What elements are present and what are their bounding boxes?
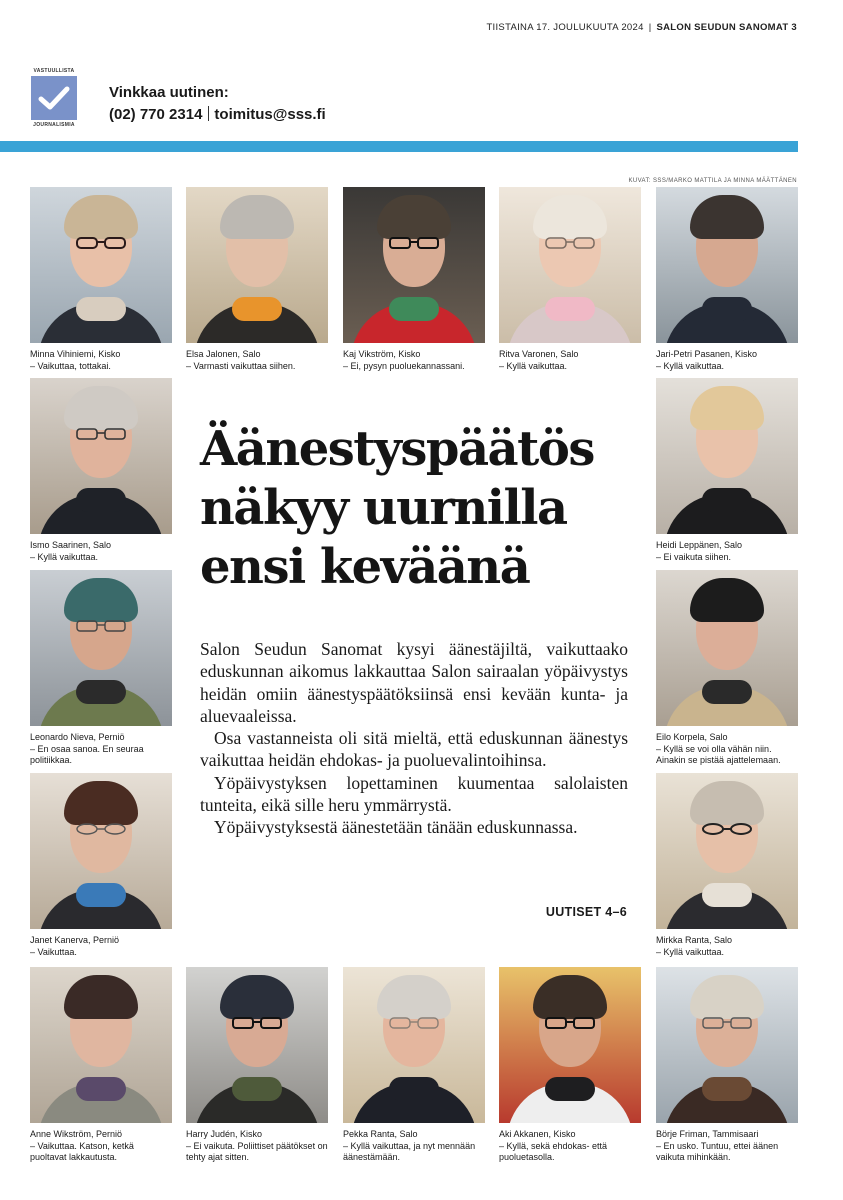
vox-pop-leonardo-nieva <box>30 570 172 767</box>
vox-pop-elsa-jalonen <box>186 187 328 372</box>
vox-pop-eilo-korpela <box>656 570 798 767</box>
see-more-reference: UUTISET 4–6 <box>545 905 627 919</box>
person-quote: – Kyllä, sekä ehdokas- että puoluetasolla. <box>499 1140 608 1162</box>
person-name: Aki Akkanen, Kisko <box>499 1129 576 1139</box>
portrait-photo <box>656 187 798 343</box>
person-name: Anne Wikström, Perniö <box>30 1129 123 1139</box>
person-name: Kaj Vikström, Kisko <box>343 349 421 359</box>
vox-pop-mirkka-ranta <box>656 773 798 958</box>
news-tip-title: Vinkkaa uutinen: <box>109 84 229 101</box>
portrait-photo <box>499 187 641 343</box>
dateline-separator: | <box>648 22 652 33</box>
portrait-photo <box>30 187 172 343</box>
person-quote: – Vaikuttaa. Katson, ketkä puoltavat lakkautusta. <box>30 1140 134 1162</box>
person-name: Eilo Korpela, Salo <box>656 732 728 742</box>
badge-bottom-text: JOURNALISMIA <box>33 122 75 128</box>
person-quote: – En usko. Tuntuu, ettei äänen vaikuta mihinkään. <box>656 1140 779 1162</box>
article-paragraph: Salon Seudun Sanomat kysyi äänestäjiltä, vaikuttaako eduskunnan aikomus lakkauttaa Salon sairaalan yöpäivystys heidän omiin äänestyspäätöksiinsä ensi kevään kunta- ja aluevaaleissa. <box>200 639 628 726</box>
person-quote: – Kyllä se voi olla vähän niin. Ainakin se pistää ajattelemaan. <box>656 743 781 765</box>
vox-pop-pekka-ranta <box>343 967 485 1164</box>
header-rule <box>0 141 798 152</box>
person-quote: – Kyllä vaikuttaa, ja nyt mennään äänestämään. <box>343 1140 476 1162</box>
portrait-photo <box>656 378 798 534</box>
person-quote: – Kyllä vaikuttaa. <box>656 946 725 957</box>
article-headline: Äänestyspäätös näkyy uurnilla ensi keväänä <box>200 421 594 595</box>
vox-pop-borje-friman <box>656 967 798 1164</box>
person-quote: – Vaikuttaa, tottakai. <box>30 360 111 371</box>
person-quote: – En osaa sanoa. En seuraa politiikkaa. <box>30 743 144 765</box>
vox-pop-anne-wikstrom <box>30 967 172 1164</box>
dateline <box>486 22 797 33</box>
page-number: 3 <box>791 22 797 33</box>
person-quote: – Ei, pysyn puoluekannassani. <box>343 360 465 371</box>
portrait-photo <box>30 378 172 534</box>
portrait-photo <box>343 967 485 1123</box>
person-name: Ismo Saarinen, Salo <box>30 540 112 550</box>
tip-email[interactable]: toimitus@sss.fi <box>214 106 326 123</box>
article-paragraph: Yöpäivystyksen lopettaminen kuumentaa salolaisten tunteita, eikä sille heru ymmärrystä. <box>200 772 628 816</box>
person-quote: – Vaikuttaa. <box>30 946 77 957</box>
vox-pop-harry-juden <box>186 967 328 1164</box>
person-quote: – Ei vaikuta siihen. <box>656 551 732 562</box>
vox-pop-heidi-leppanen <box>656 378 798 563</box>
person-name: Jari-Petri Pasanen, Kisko <box>656 349 758 359</box>
news-tip-contact <box>109 106 326 123</box>
portrait-photo <box>30 773 172 929</box>
portrait-photo <box>186 187 328 343</box>
portrait-photo <box>656 967 798 1123</box>
person-quote: – Varmasti vaikuttaa siihen. <box>186 360 296 371</box>
person-quote: – Ei vaikuta. Poliittiset päätökset on tehty ajat sitten. <box>186 1140 328 1162</box>
person-name: Heidi Leppänen, Salo <box>656 540 743 550</box>
portrait-photo <box>656 570 798 726</box>
responsible-journalism-badge <box>30 68 78 132</box>
person-quote: – Kyllä vaikuttaa. <box>499 360 568 371</box>
article-paragraph: Yöpäivystyksestä äänestetään tänään eduskunnassa. <box>214 817 578 838</box>
portrait-photo <box>30 967 172 1123</box>
portrait-photo <box>30 570 172 726</box>
person-name: Elsa Jalonen, Salo <box>186 349 261 359</box>
person-name: Mirkka Ranta, Salo <box>656 935 733 945</box>
person-name: Pekka Ranta, Salo <box>343 1129 418 1139</box>
vox-pop-jari-petri-pasanen <box>656 187 798 372</box>
vox-pop-janet-kanerva <box>30 773 172 958</box>
checkmark-icon <box>31 76 77 120</box>
portrait-photo <box>186 967 328 1123</box>
person-quote: – Kyllä vaikuttaa. <box>656 360 725 371</box>
person-name: Leonardo Nieva, Perniö <box>30 732 125 742</box>
person-name: Janet Kanerva, Perniö <box>30 935 120 945</box>
person-name: Minna Vihiniemi, Kisko <box>30 349 121 359</box>
person-name: Ritva Varonen, Salo <box>499 349 579 359</box>
vox-pop-ritva-varonen <box>499 187 641 372</box>
portrait-photo <box>499 967 641 1123</box>
vox-pop-aki-akkanen <box>499 967 641 1164</box>
badge-top-text: VASTUULLISTA <box>33 68 75 74</box>
publication-name: SALON SEUDUN SANOMAT <box>656 22 789 33</box>
vox-pop-minna-vihiniemi <box>30 187 172 372</box>
portrait-photo <box>343 187 485 343</box>
contact-divider <box>208 106 209 121</box>
article-paragraph: Osa vastanneista oli sitä mieltä, että eduskunnan äänestys vaikuttaa heidän ehdokas- ja puoluevalintoihinsa. <box>200 728 628 771</box>
photo-credit: KUVAT: SSS/MARKO MATTILA JA MINNA MÄÄTTÄNEN <box>628 178 797 184</box>
person-name: Börje Friman, Tammisaari <box>656 1129 759 1139</box>
vox-pop-ismo-saarinen <box>30 378 172 563</box>
person-name: Harry Judén, Kisko <box>186 1129 263 1139</box>
vox-pop-kaj-vikstrom <box>343 187 485 372</box>
article-body <box>200 638 628 839</box>
tip-phone[interactable]: (02) 770 2314 <box>109 106 203 123</box>
person-quote: – Kyllä vaikuttaa. <box>30 551 99 562</box>
portrait-photo <box>656 773 798 929</box>
issue-date: TIISTAINA 17. JOULUKUUTA 2024 <box>486 22 644 33</box>
